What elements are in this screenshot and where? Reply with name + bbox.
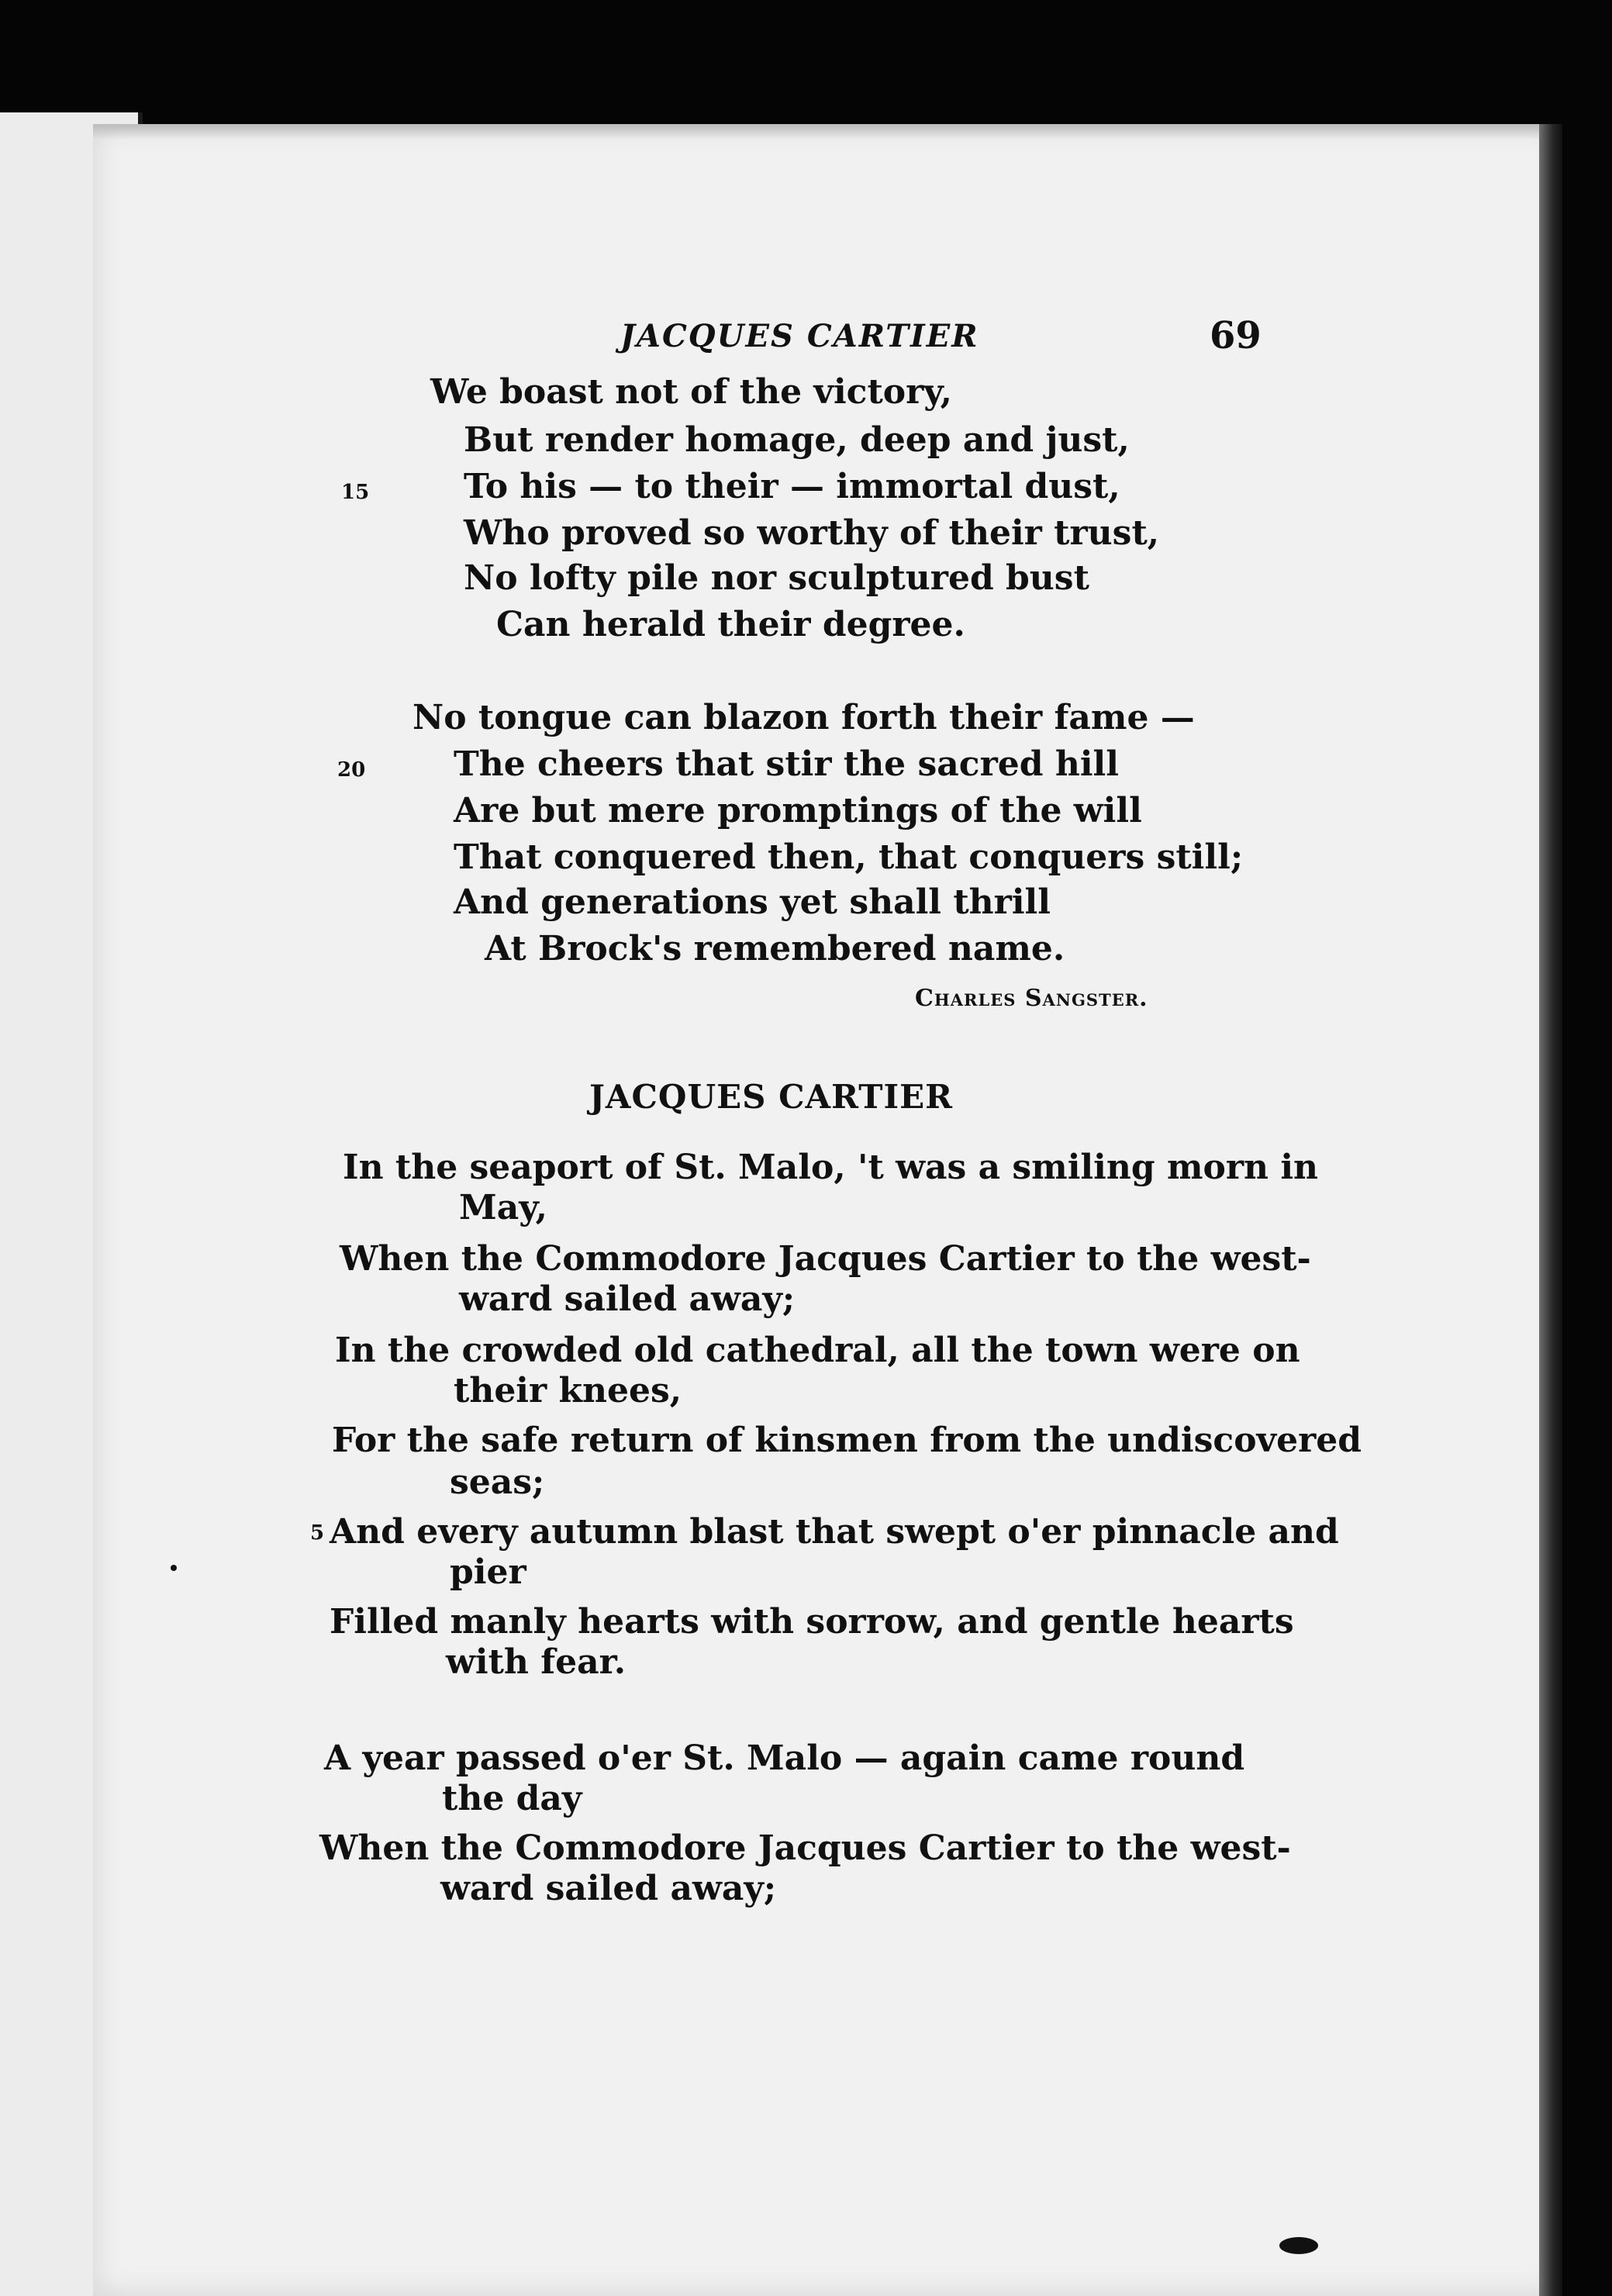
poem-line: Can herald their degree. bbox=[496, 605, 965, 644]
poem-line: When the Commodore Jacques Cartier to the west- bbox=[319, 1828, 1291, 1868]
poem-line: When the Commodore Jacques Cartier to the west- bbox=[340, 1239, 1311, 1279]
poem-title: JACQUES CARTIER bbox=[589, 1078, 954, 1116]
poem-line: And every autumn blast that swept o'er pinnacle and bbox=[330, 1512, 1339, 1552]
poem-line: That conquered then, that conquers still; bbox=[454, 837, 1244, 877]
poem-line: To his — to their — immortal dust, bbox=[464, 467, 1120, 506]
poem-line: Are but mere promptings of the will bbox=[454, 791, 1142, 830]
poem-line: We boast not of the victory, bbox=[430, 372, 952, 412]
poem-line: And generations yet shall thrill bbox=[454, 882, 1051, 922]
poem-line: But render homage, deep and just, bbox=[464, 420, 1130, 460]
line-number: 20 bbox=[337, 758, 366, 782]
poem-line: their knees, bbox=[454, 1371, 682, 1410]
poem-line: No lofty pile nor sculptured bust bbox=[464, 558, 1089, 598]
poem-line: No tongue can blazon forth their fame — bbox=[412, 698, 1195, 737]
poem-line: with fear. bbox=[446, 1642, 627, 1682]
book-spine-edge bbox=[1539, 124, 1562, 2296]
poem-line: ward sailed away; bbox=[440, 1869, 777, 1908]
poem-line: pier bbox=[450, 1552, 526, 1592]
poem-line: For the safe return of kinsmen from the undiscovered bbox=[332, 1421, 1362, 1460]
page-number: 69 bbox=[1210, 314, 1262, 357]
poem-line: seas; bbox=[450, 1462, 545, 1502]
scan-speck bbox=[171, 1565, 177, 1571]
poem-line: Who proved so worthy of their trust, bbox=[464, 513, 1160, 553]
poem-line: Filled manly hearts with sorrow, and gentle hearts bbox=[330, 1602, 1294, 1642]
line-number: 15 bbox=[341, 481, 370, 504]
scan-blot bbox=[1279, 2237, 1318, 2254]
poem-line: At Brock's remembered name. bbox=[485, 929, 1065, 968]
poem-line: In the seaport of St. Malo, 't was a smiling morn in bbox=[343, 1148, 1319, 1187]
poem-line: A year passed o'er St. Malo — again came round bbox=[324, 1738, 1245, 1778]
line-number: 5 bbox=[310, 1521, 325, 1545]
page-top-edge bbox=[93, 124, 1562, 140]
poem-line: In the crowded old cathedral, all the town were on bbox=[335, 1331, 1300, 1370]
poem-line: May, bbox=[459, 1188, 547, 1227]
poem-line: ward sailed away; bbox=[459, 1279, 796, 1319]
poem-line: the day bbox=[442, 1779, 582, 1818]
running-head: JACQUES CARTIER bbox=[620, 318, 979, 354]
book-page bbox=[93, 124, 1562, 2296]
poem-line: The cheers that stir the sacred hill bbox=[454, 744, 1119, 784]
author-signature: Charles Sangster. bbox=[915, 985, 1148, 1012]
